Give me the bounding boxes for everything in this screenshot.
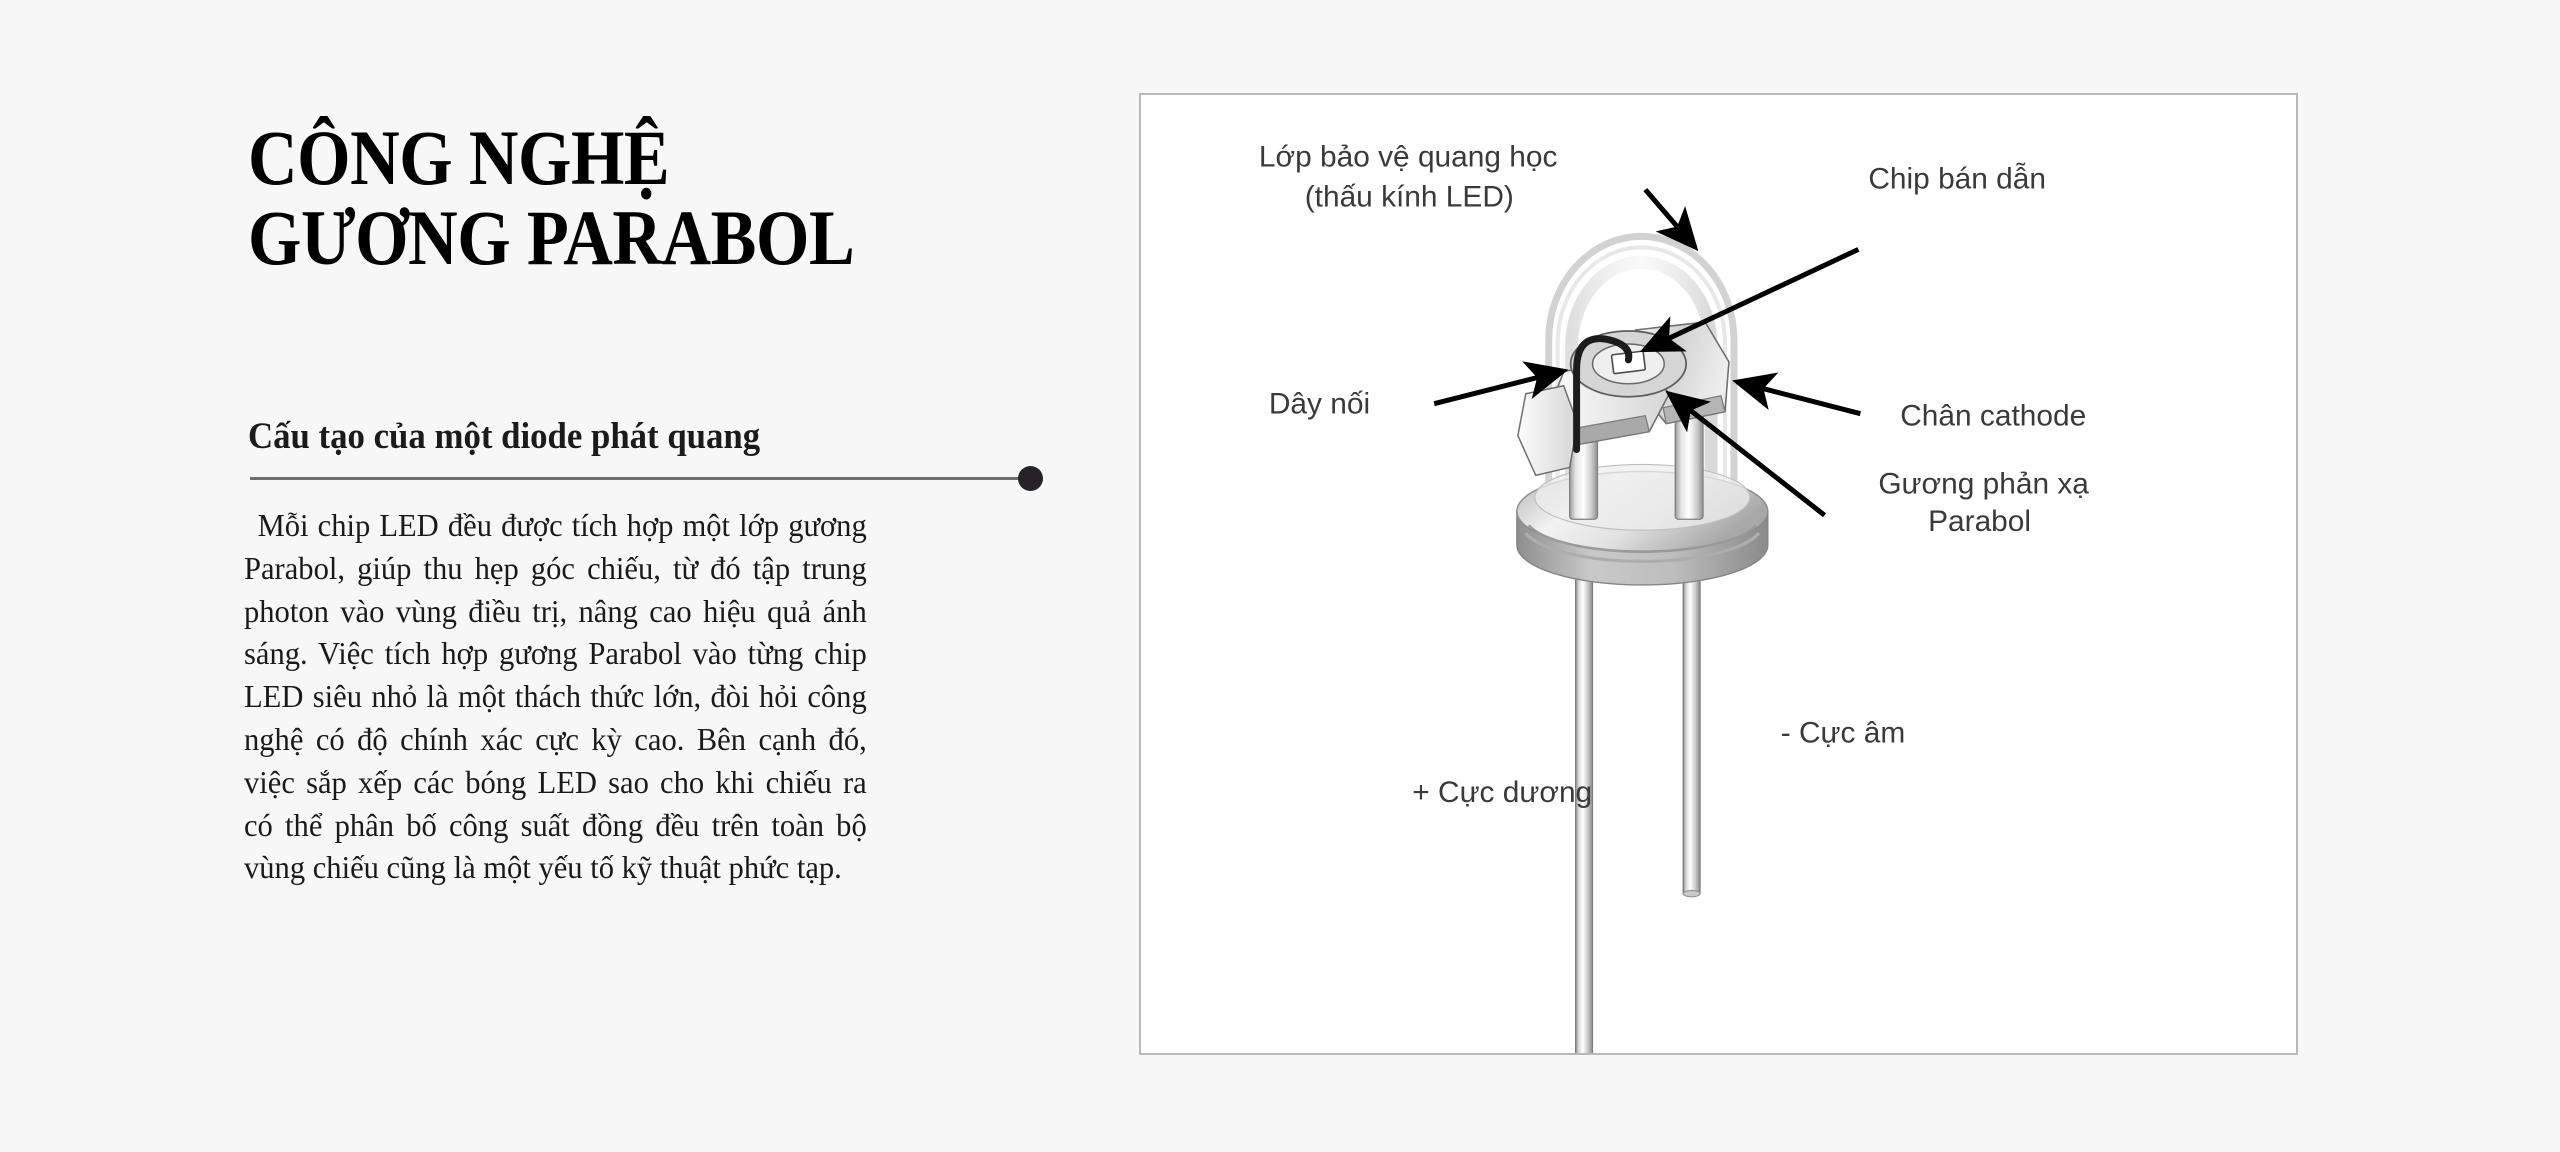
label-optical-coating-line1: Lớp bảo vệ quang học <box>1258 140 1558 174</box>
divider-line <box>250 477 1042 480</box>
label-cathode-lead: Chân cathode <box>1900 399 2087 433</box>
body-paragraph: Mỗi chip LED đều được tích hợp một lớp gương Parabol, giúp thu hẹp góc chiếu, từ đó tập trung photon vào vùng điều trị, nâng cao hiệu quả ánh sáng. Việc tích hợp gương Parabol vào từng chip LED siêu nhỏ là một thách thức lớn, đòi hỏi công nghệ có độ chính xác cực kỳ cao. Bên cạnh đó, việc sắp xếp các bóng LED sao cho khi chiếu ra có thể phân bố công suất đồng đều trên toàn bộ vùng chiếu cũng là một yếu tố kỹ thuật phức tạp. <box>244 508 867 886</box>
page-title <box>248 114 855 281</box>
label-bond-wire: Dây nối <box>1268 387 1371 421</box>
label-reflector-line2: Parabol <box>1928 505 2032 539</box>
led-base-flange <box>1517 464 1768 584</box>
label-optical-coating-line2: (thấu kính LED) <box>1304 180 1514 214</box>
page-title-line-1: CÔNG NGHỆ <box>248 114 670 201</box>
heading-block <box>248 114 888 281</box>
divider-dot <box>1018 466 1043 491</box>
label-cathode-terminal: - Cực âm <box>1780 716 1906 750</box>
arrow-cathode-lead <box>1737 382 1860 414</box>
divider <box>250 466 1058 492</box>
section-subtitle: Cấu tạo của một diode phát quang <box>248 416 761 457</box>
label-semiconductor-chip: Chip bán dẫn <box>1868 162 2047 196</box>
led-structure-diagram <box>1141 95 2296 1053</box>
page-title-line-2: GƯƠNG PARABOL <box>248 193 855 281</box>
label-anode-terminal: + Cực dương <box>1412 776 1593 810</box>
label-reflector-line1: Gương phản xạ <box>1878 467 2089 501</box>
diagram-frame <box>1139 93 2298 1055</box>
